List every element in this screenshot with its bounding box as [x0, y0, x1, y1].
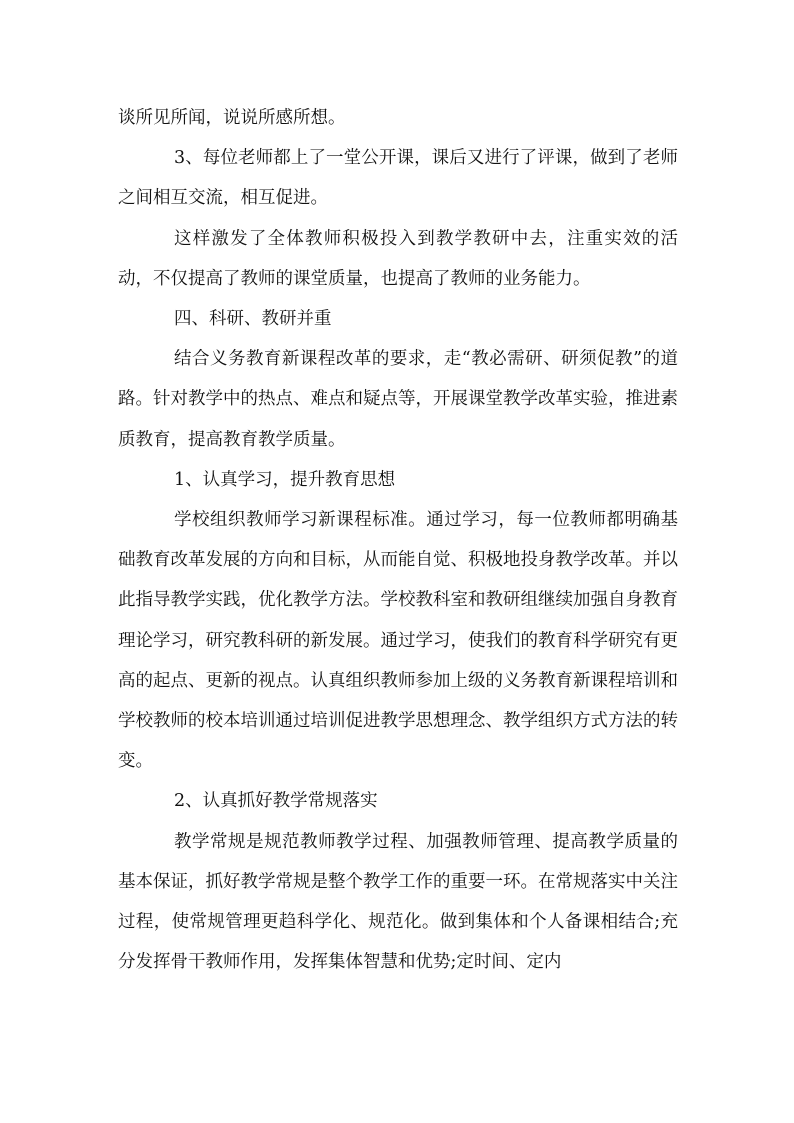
paragraph-continuation: 谈所见所闻，说说所感所想。: [118, 108, 346, 128]
subheading-study: 1、认真学习，提升教育思想: [174, 469, 396, 490]
paragraph-study: 学校组织教师学习新课程标准。通过学习，每一位教师都明确基础教育改革发展的方向和目标，从而能自觉、积极地投身教学改革。并以此指导教学实践，优化教学方法。学校教科室和教研组继续加强自身教育理论学习，研究教科研的新发展。通过学习，使我们的教育科学研究有更高的起点、更新的视点。认真组织教师参加上级的义务教育新课程培训和学校教师的校本培训通过培训促进教学思想理念、教学组织方式方法的转变。: [118, 510, 678, 772]
paragraph-effect: 这样激发了全体教师积极投入到教学教研中去，注重实效的活动，不仅提高了教师的课堂质量，也提高了教师的业务能力。: [118, 228, 678, 289]
paragraph-routine: 教学常规是规范教师教学过程、加强教师管理、提高教学质量的基本保证，抓好教学常规是整个教学工作的重要一环。在常规落实中关注过程，使常规管理更趋科学化、规范化。做到集体和个人备课相结合;充分发挥骨干教师作用，发挥集体智慧和优势;定时间、定内: [118, 831, 678, 973]
paragraph-open-class: 3、每位老师都上了一堂公开课，课后又进行了评课，做到了老师之间相互交流，相互促进。: [118, 148, 678, 209]
subheading-routine: 2、认真抓好教学常规落实: [174, 791, 378, 812]
section-heading-research: 四、科研、教研并重: [174, 309, 332, 330]
paragraph-reform: 结合义务教育新课程改革的要求，走“教必需研、研须促教”的道路。针对教学中的热点、难点和疑点等，开展课堂教学改革实验，推进素质教育，提高教育教学质量。: [118, 349, 678, 450]
document-page: [118, 98, 678, 982]
